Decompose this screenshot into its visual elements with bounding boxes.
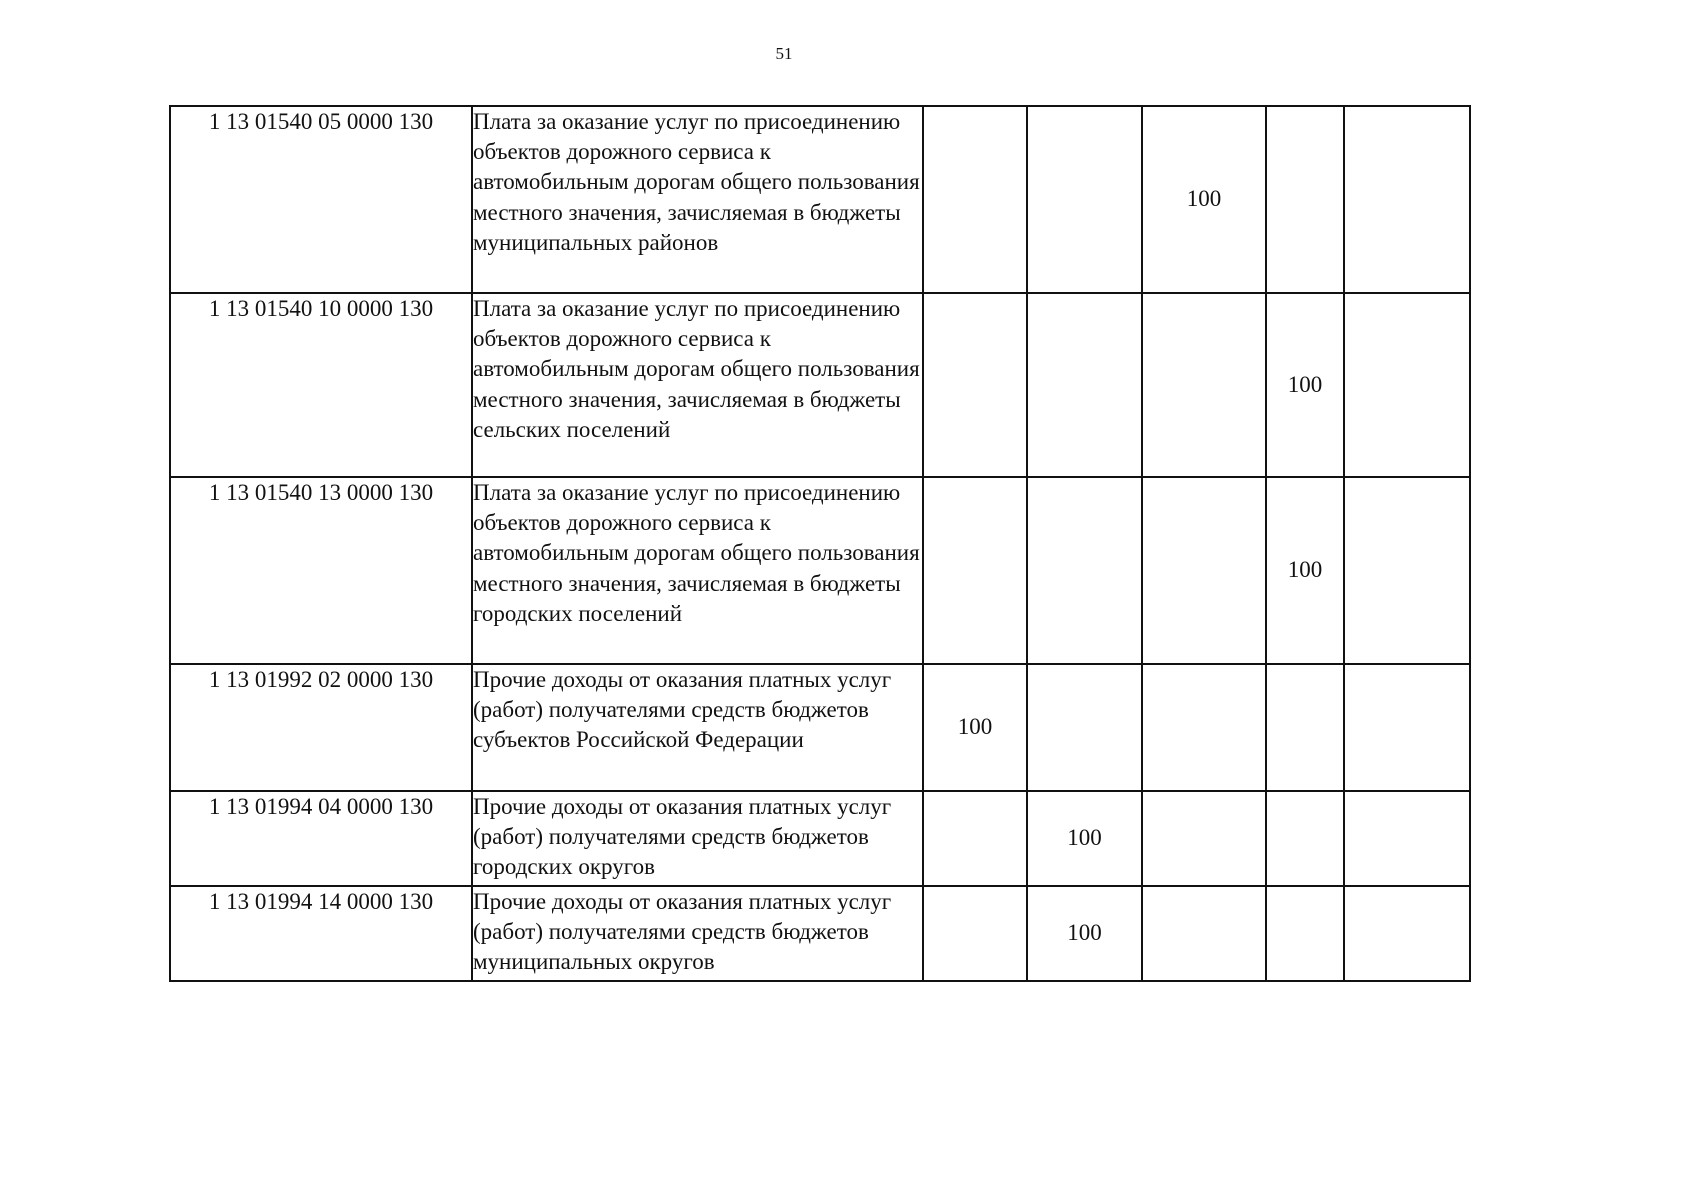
revenue-name-cell: Плата за оказание услуг по присоединению объектов дорожного сервиса к автомобильным дорогам общего пользования местного значения, зачисляемая в бюджеты городских поселений <box>472 477 923 664</box>
value-cell-col3 <box>1142 791 1266 886</box>
revenue-name-cell: Прочие доходы от оказания платных услуг (работ) получателями средств бюджетов городских округов <box>472 791 923 886</box>
value-cell-col1 <box>923 791 1027 886</box>
table-row <box>170 106 1470 293</box>
revenue-code-cell: 1 13 01992 02 0000 130 <box>170 664 472 791</box>
value-cell-col2 <box>1027 477 1142 664</box>
value-cell-col3 <box>1142 886 1266 981</box>
value-cell-col2: 100 <box>1027 791 1142 886</box>
value-cell-col4: 100 <box>1266 293 1344 477</box>
revenue-code-cell: 1 13 01540 10 0000 130 <box>170 293 472 477</box>
value-cell-col1 <box>923 477 1027 664</box>
value-cell-col5 <box>1344 791 1470 886</box>
revenue-code-cell: 1 13 01540 05 0000 130 <box>170 106 472 293</box>
table-row <box>170 477 1470 664</box>
value-cell-col5 <box>1344 886 1470 981</box>
value-cell-col2 <box>1027 293 1142 477</box>
table-row <box>170 791 1470 886</box>
value-cell-col4 <box>1266 886 1344 981</box>
revenue-name-cell: Плата за оказание услуг по присоединению объектов дорожного сервиса к автомобильным дорогам общего пользования местного значения, зачисляемая в бюджеты сельских поселений <box>472 293 923 477</box>
budget-revenue-table <box>169 105 1471 982</box>
value-cell-col2 <box>1027 106 1142 293</box>
value-cell-col1 <box>923 106 1027 293</box>
value-cell-col5 <box>1344 664 1470 791</box>
value-cell-col3: 100 <box>1142 106 1266 293</box>
table-row <box>170 664 1470 791</box>
revenue-name-cell: Прочие доходы от оказания платных услуг (работ) получателями средств бюджетов субъектов Российской Федерации <box>472 664 923 791</box>
revenue-name-cell: Прочие доходы от оказания платных услуг (работ) получателями средств бюджетов муниципальных округов <box>472 886 923 981</box>
value-cell-col3 <box>1142 477 1266 664</box>
revenue-code-cell: 1 13 01540 13 0000 130 <box>170 477 472 664</box>
value-cell-col5 <box>1344 477 1470 664</box>
table-row <box>170 293 1470 477</box>
revenue-code-cell: 1 13 01994 14 0000 130 <box>170 886 472 981</box>
value-cell-col2 <box>1027 664 1142 791</box>
value-cell-col3 <box>1142 664 1266 791</box>
value-cell-col3 <box>1142 293 1266 477</box>
value-cell-col2: 100 <box>1027 886 1142 981</box>
value-cell-col4 <box>1266 106 1344 293</box>
page-number: 51 <box>775 44 793 63</box>
value-cell-col4 <box>1266 791 1344 886</box>
value-cell-col1 <box>923 293 1027 477</box>
table-row <box>170 886 1470 981</box>
value-cell-col5 <box>1344 106 1470 293</box>
value-cell-col5 <box>1344 293 1470 477</box>
value-cell-col4: 100 <box>1266 477 1344 664</box>
revenue-name-cell: Плата за оказание услуг по присоединению объектов дорожного сервиса к автомобильным дорогам общего пользования местного значения, зачисляемая в бюджеты муниципальных районов <box>472 106 923 293</box>
value-cell-col1 <box>923 886 1027 981</box>
value-cell-col1: 100 <box>923 664 1027 791</box>
revenue-code-cell: 1 13 01994 04 0000 130 <box>170 791 472 886</box>
value-cell-col4 <box>1266 664 1344 791</box>
